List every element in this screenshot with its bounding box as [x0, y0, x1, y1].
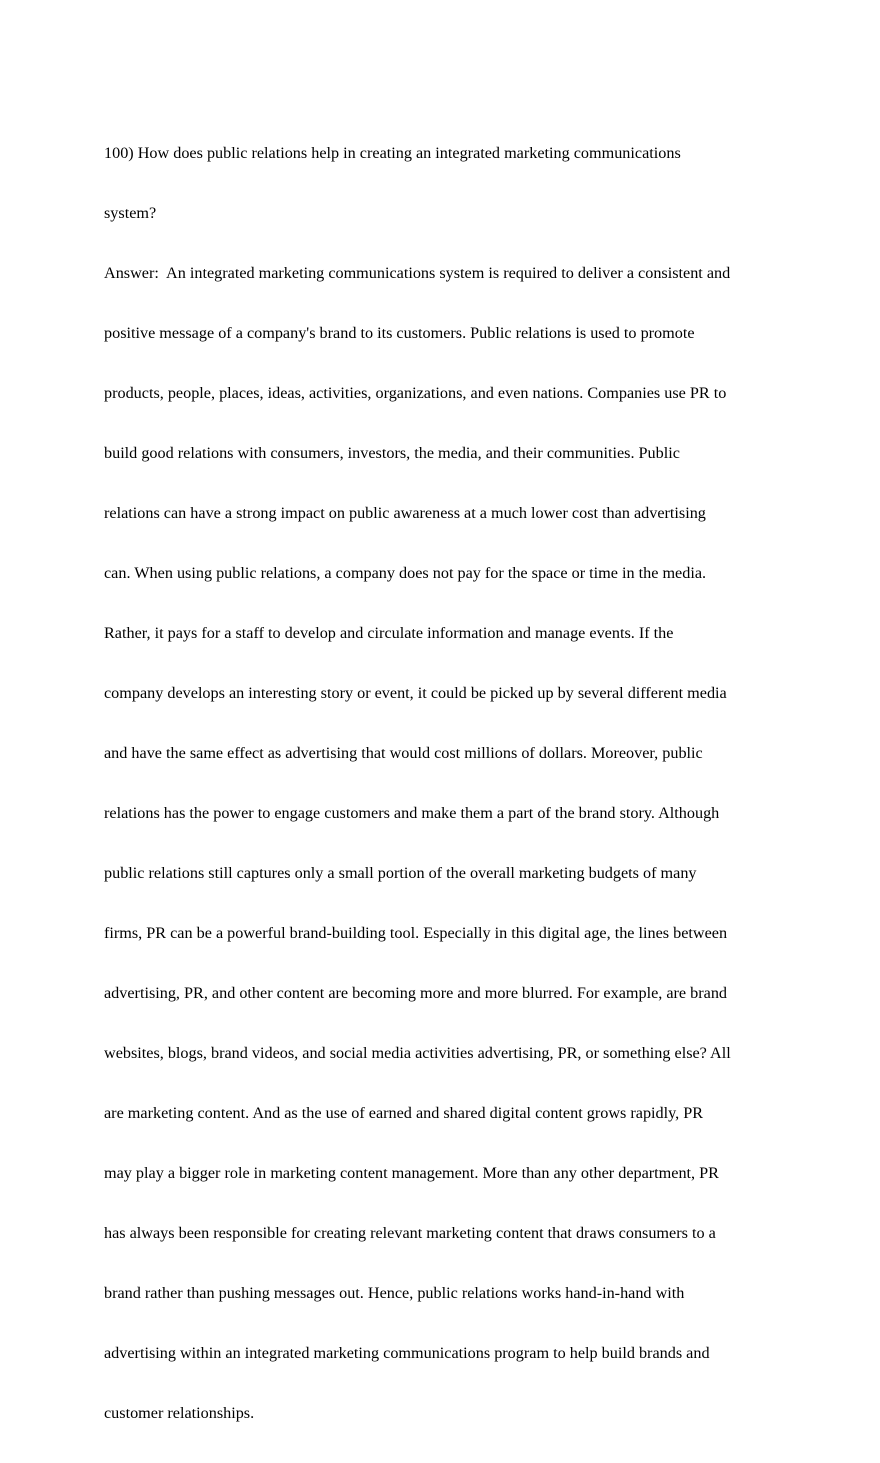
- answer-line: relations has the power to engage customers and make them a part of the brand story. Although: [104, 804, 720, 822]
- answer-line: products, people, places, ideas, activities, organizations, and even nations. Companies use PR to: [104, 384, 727, 402]
- answer-line: positive message of a company's brand to its customers. Public relations is used to promote: [104, 324, 695, 342]
- question-line: system?: [104, 204, 157, 222]
- answer-line: websites, blogs, brand videos, and social media activities advertising, PR, or something else? All: [104, 1044, 731, 1062]
- answer-line: and have the same effect as advertising that would cost millions of dollars. Moreover, public: [104, 744, 703, 762]
- answer-line: company develops an interesting story or event, it could be picked up by several different media: [104, 684, 727, 702]
- answer-line: relations can have a strong impact on public awareness at a much lower cost than advertising: [104, 504, 706, 522]
- answer-line: advertising within an integrated marketing communications program to help build brands and: [104, 1344, 710, 1362]
- question-answer-block: [104, 103, 780, 1463]
- answer-line: are marketing content. And as the use of earned and shared digital content grows rapidly, PR: [104, 1104, 704, 1122]
- answer-line: firms, PR can be a powerful brand-building tool. Especially in this digital age, the lines between: [104, 924, 728, 942]
- question-line: 100) How does public relations help in creating an integrated marketing communications: [104, 144, 681, 162]
- answer-line: public relations still captures only a small portion of the overall marketing budgets of many: [104, 864, 697, 882]
- answer-line: advertising, PR, and other content are becoming more and more blurred. For example, are brand: [104, 984, 728, 1002]
- answer-line: build good relations with consumers, investors, the media, and their communities. Public: [104, 444, 680, 462]
- answer-line: brand rather than pushing messages out. Hence, public relations works hand-in-hand with: [104, 1284, 685, 1302]
- answer-line: Answer: An integrated marketing communications system is required to deliver a consistent and: [104, 264, 731, 282]
- answer-line: has always been responsible for creating relevant marketing content that draws consumers to a: [104, 1224, 716, 1242]
- answer-line: may play a bigger role in marketing content management. More than any other department, PR: [104, 1164, 719, 1182]
- answer-line: can. When using public relations, a company does not pay for the space or time in the media.: [104, 564, 707, 582]
- answer-line: Rather, it pays for a staff to develop and circulate information and manage events. If the: [104, 624, 674, 642]
- answer-line: customer relationships.: [104, 1404, 255, 1422]
